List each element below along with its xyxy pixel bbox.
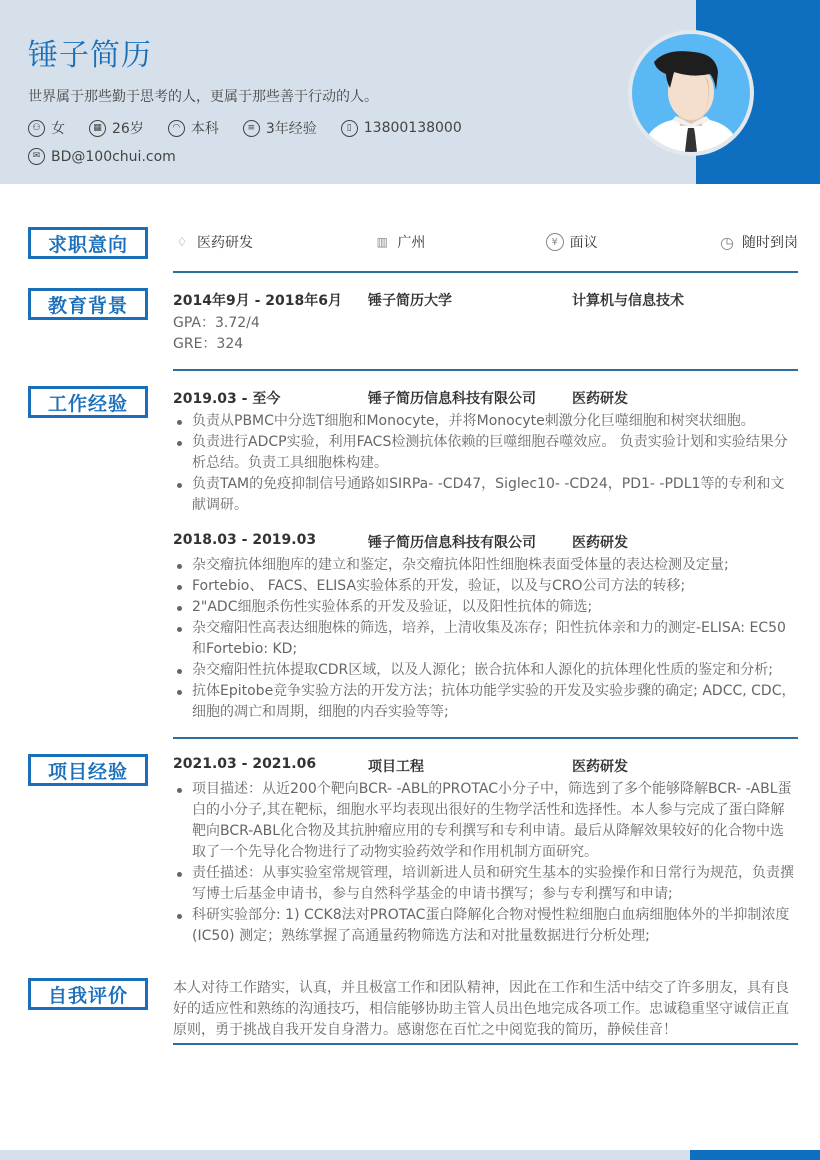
contact-email-row (28, 148, 200, 165)
intent-availability-value: 随时到岗 (741, 235, 798, 251)
duty-item: 杂交瘤抗体细胞库的建立和鉴定，杂交瘤抗体阳性细胞株表面受体量的表达检测及定量; (173, 555, 798, 576)
project-role: 医药研发 (572, 759, 628, 775)
project-item: 科研实验部分: 1) CCK8法对PROTAC蛋白降解化合物对慢性粒细胞白血病细胞体外的半抑制浓度(IC50) 测定；熟练掌握了高通量药物筛选方法和对批量数据进行分析处理; (173, 905, 798, 947)
work-entry-2-header (173, 532, 628, 552)
work-entry-1-header (173, 388, 628, 408)
info-education (168, 118, 219, 138)
job-intent-row (173, 232, 798, 252)
phone-value: 13800138000 (363, 120, 462, 136)
education-gpa: GPA：3.72/4 (173, 315, 260, 331)
info-email (28, 148, 176, 165)
work-company: 锤子简历信息科技有限公司 (368, 391, 536, 407)
work-entry-2-duties (173, 555, 798, 723)
duty-item: 2"ADC细胞杀伤性实验体系的开发及验证，以及阳性抗体的筛选; (173, 597, 798, 618)
work-period: 2019.03 - 至今 (173, 391, 281, 407)
section-tag-self-evaluation: 自我评价 (28, 978, 148, 1010)
info-phone (341, 120, 462, 137)
tie-icon: ♢ (176, 235, 188, 249)
footer-accent-bar (690, 1150, 820, 1160)
building-icon: ▥ (376, 235, 388, 249)
info-age (89, 118, 144, 138)
divider (173, 737, 798, 739)
duty-item: 抗体Epitobe竞争实验方法的开发方法；抗体功能学实验的开发及实验步骤的确定; ADCC, CDC，细胞的凋亡和周期，细胞的内吞实验等等; (173, 681, 798, 723)
work-role: 医药研发 (572, 535, 628, 551)
info-gender (28, 118, 65, 138)
intent-salary-value: 面议 (569, 235, 598, 251)
work-entry-1-duties (173, 411, 798, 516)
education-period: 2014年9月 - 2018年6月 (173, 293, 342, 309)
divider (173, 369, 798, 371)
person-icon (632, 34, 750, 152)
divider (173, 271, 798, 273)
duty-item: 杂交瘤阳性高表达细胞株的筛选，培养，上清收集及冻存；阳性抗体亲和力的测定-ELISA: EC50和Fortebio: KD; (173, 618, 798, 660)
section-tag-intent: 求职意向 (28, 227, 148, 259)
document-icon: ≡ (243, 120, 260, 137)
education-school: 锤子简历大学 (368, 293, 452, 309)
intent-position (173, 232, 253, 252)
project-name: 项目工程 (368, 759, 424, 775)
yen-icon: ¥ (546, 233, 564, 251)
section-tag-work: 工作经验 (28, 386, 148, 418)
personal-info-row (28, 118, 486, 138)
self-evaluation-text: 本人对待工作踏实，认真，并且极富工作和团队精神，因此在工作和生活中结交了许多朋友，具有良好的适应性和熟练的沟通技巧，相信能够协助主管人员出色地完成各项工作。忠诚稳重坚守诚信正直原则，勇于挑战自我开发自身潜力。感谢您在百忙之中阅览我的简历，静候佳音！ (173, 980, 789, 1038)
resume-title: 锤子简历 (28, 38, 152, 73)
section-tag-project: 项目经验 (28, 754, 148, 786)
work-company: 锤子简历信息科技有限公司 (368, 535, 536, 551)
phone-icon: ▯ (341, 120, 358, 137)
gender-icon: ⚇ (28, 120, 45, 137)
section-tag-education: 教育背景 (28, 288, 148, 320)
duty-item: Fortebio、 FACS、ELISA实验体系的开发，验证，以及与CRO公司方法的转移; (173, 576, 798, 597)
project-header (173, 756, 628, 776)
divider (173, 1043, 798, 1045)
avatar-illustration (632, 34, 750, 152)
work-role: 医药研发 (572, 391, 628, 407)
email-value: BD@100chui.com (51, 148, 176, 165)
age-value: 26岁 (112, 121, 144, 137)
intent-city-value: 广州 (397, 235, 426, 251)
calendar-icon: ▦ (89, 120, 106, 137)
project-details (173, 779, 798, 947)
clock-icon: ◷ (720, 232, 734, 252)
work-period: 2018.03 - 2019.03 (173, 532, 317, 548)
mail-icon: ✉ (28, 148, 45, 165)
intent-salary (546, 232, 598, 252)
education-value: 本科 (190, 121, 219, 137)
project-item: 项目描述：从近200个靶向BCR- -ABL的PROTAC小分子中，筛选到了多个能够降解BCR- -ABL蛋白的小分子,其在靶标，细胞水平均表现出很好的生物学活性和选择性。本人参与完成了蛋白降解靶向BCR-ABL化合物及其抗肿瘤应用的专利撰写和专利申请。最后从降解效果较好的化合物中选取了一个先导化合物进行了动物实验药效学和作用机制方面研究。 (173, 779, 798, 863)
duty-item: 负责从PBMC中分选T细胞和Monocyte，并将Monocyte刺激分化巨噬细胞和树突状细胞。 (173, 411, 798, 432)
education-gre: GRE：324 (173, 336, 244, 352)
education-major: 计算机与信息技术 (572, 293, 684, 309)
gender-value: 女 (51, 121, 65, 137)
education-header (173, 290, 684, 310)
duty-item: 负责进行ADCP实验，利用FACS检测抗体依赖的巨噬细胞吞噬效应。 负责实验计划和实验结果分析总结。负责工具细胞株构建。 (173, 432, 798, 474)
project-period: 2021.03 - 2021.06 (173, 756, 317, 772)
intent-availability (718, 232, 798, 252)
motto: 世界属于那些勤于思考的人，更属于那些善于行动的人。 (28, 89, 378, 105)
graduation-cap-icon: ◠ (168, 120, 185, 137)
project-item: 责任描述：从事实验室常规管理，培训新进人员和研究生基本的实验操作和日常行为规范，负责撰写博士后基金申请书，参与自然科学基金的申请书撰写；参与专利撰写和申请; (173, 863, 798, 905)
intent-city (373, 232, 425, 252)
duty-item: 杂交瘤阳性抗体提取CDR区域，以及人源化；嵌合抗体和人源化的抗体理化性质的鉴定和分析; (173, 660, 798, 681)
duty-item: 负责TAM的免疫抑制信号通路如SIRPa- -CD47，Siglec10- -CD24，PD1- -PDL1等的专利和文献调研。 (173, 474, 798, 516)
intent-position-value: 医药研发 (197, 235, 253, 251)
info-experience (243, 118, 317, 138)
experience-value: 3年经验 (265, 121, 317, 137)
avatar (628, 30, 754, 156)
